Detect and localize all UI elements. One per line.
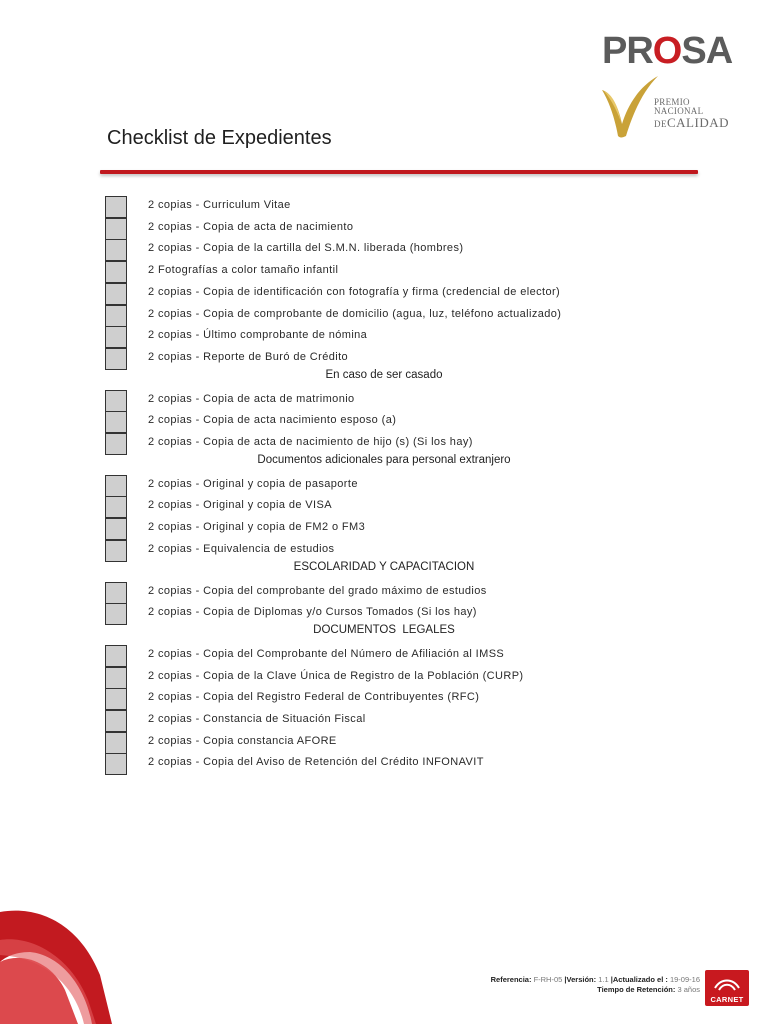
- checklist-item: [105, 475, 665, 497]
- checklist-item: [105, 411, 665, 433]
- checkbox[interactable]: [105, 540, 127, 562]
- checkbox[interactable]: [105, 732, 127, 754]
- checkbox[interactable]: [105, 196, 127, 218]
- checklist-item: [105, 196, 665, 218]
- checkbox[interactable]: [105, 261, 127, 283]
- checklist-item: [105, 645, 665, 667]
- checklist-item: [105, 753, 665, 775]
- carnet-mark-icon: [705, 972, 749, 992]
- checklist-item-label: 2 copias - Copia del Aviso de Retención del Crédito INFONAVIT: [148, 756, 484, 769]
- checkbox[interactable]: [105, 603, 127, 625]
- logo-wordmark: PROSA: [602, 30, 733, 72]
- checkbox[interactable]: [105, 239, 127, 261]
- checkbox[interactable]: [105, 390, 127, 412]
- checklist-item: [105, 496, 665, 518]
- checklist-item-label: 2 copias - Curriculum Vitae: [148, 199, 291, 211]
- checklist-item-label: 2 copias - Copia de acta de nacimiento: [148, 220, 354, 233]
- checklist-item-label: 2 copias - Copia de la Clave Única de Registro de la Población (CURP): [148, 669, 524, 682]
- section-heading: Documentos adicionales para personal extranjero: [257, 453, 511, 466]
- title-divider: [100, 170, 698, 174]
- checklist-item: [105, 239, 665, 261]
- award-text: PREMIO NACIONAL DECALIDAD: [654, 97, 729, 130]
- checklist-item-label: 2 copias - Original y copia de VISA: [148, 499, 332, 512]
- checklist-item-label: 2 copias - Copia de Diplomas y/o Cursos Tomados (Si los hay): [148, 606, 477, 619]
- checkbox[interactable]: [105, 411, 127, 433]
- checkbox[interactable]: [105, 283, 127, 305]
- checklist-item: [105, 261, 665, 283]
- checkbox[interactable]: [105, 305, 127, 327]
- checklist-item-label: 2 copias - Copia de acta de nacimiento de hijo (s) (Si los hay): [148, 436, 473, 448]
- checkbox[interactable]: [105, 475, 127, 497]
- checklist-item: [105, 326, 665, 348]
- checklist-item-label: 2 copias - Copia de comprobante de domicilio (agua, luz, teléfono actualizado): [148, 307, 562, 320]
- checklist-item: [105, 348, 665, 370]
- checkmark-icon: [600, 74, 660, 140]
- checkbox[interactable]: [105, 433, 127, 455]
- section-heading: DOCUMENTOS LEGALES: [313, 623, 455, 636]
- checklist-item-label: 2 copias - Copia de acta nacimiento esposo (a): [148, 414, 397, 427]
- checklist-item: [105, 433, 665, 455]
- checklist-item: [105, 667, 665, 689]
- checklist-item: [105, 283, 665, 305]
- section-heading: ESCOLARIDAD Y CAPACITACION: [293, 560, 475, 573]
- checkbox[interactable]: [105, 518, 127, 540]
- page-title: Checklist de Expedientes: [107, 127, 332, 149]
- checklist-item: [105, 732, 665, 754]
- checklist-item: [105, 688, 665, 710]
- checkbox[interactable]: [105, 753, 127, 775]
- checkbox[interactable]: [105, 667, 127, 689]
- checklist-item: [105, 582, 665, 604]
- checklist-item-label: 2 copias - Copia del comprobante del grado máximo de estudios: [148, 584, 487, 597]
- section-heading: En caso de ser casado: [325, 368, 443, 381]
- checklist-item-label: 2 copias - Copia de acta de matrimonio: [148, 392, 355, 405]
- checklist-item: [105, 218, 665, 240]
- checklist-item: [105, 603, 665, 625]
- checkbox[interactable]: [105, 348, 127, 370]
- checkbox[interactable]: [105, 582, 127, 604]
- checklist-item-label: 2 copias - Original y copia de FM2 o FM3: [148, 521, 366, 534]
- checklist-item-label: 2 copias - Último comprobante de nómina: [148, 329, 368, 342]
- checkbox[interactable]: [105, 218, 127, 240]
- checkbox[interactable]: [105, 645, 127, 667]
- checklist-item-label: 2 copias - Copia del Comprobante del Número de Afiliación al IMSS: [148, 647, 505, 660]
- checklist-item: [105, 518, 665, 540]
- checklist-item-label: 2 copias - Copia constancia AFORE: [148, 734, 337, 747]
- checklist-item: [105, 305, 665, 327]
- carnet-label: CARNET: [710, 995, 744, 1004]
- checklist-item-label: 2 copias - Copia del Registro Federal de Contribuyentes (RFC): [148, 691, 480, 704]
- checklist-item-label: 2 copias - Original y copia de pasaporte: [148, 477, 358, 490]
- checklist-item: [105, 390, 665, 412]
- checklist-item-label: 2 copias - Copia de la cartilla del S.M.N. liberada (hombres): [148, 242, 464, 255]
- checkbox[interactable]: [105, 688, 127, 710]
- checklist-item: [105, 540, 665, 562]
- checkbox[interactable]: [105, 496, 127, 518]
- checklist-item-label: 2 copias - Copia de identificación con fotografía y firma (credencial de elector): [148, 285, 561, 298]
- checklist-item: [105, 710, 665, 732]
- checklist-item-label: 2 copias - Reporte de Buró de Crédito: [148, 350, 349, 363]
- prosa-logo: [600, 30, 740, 140]
- checklist-item-label: 2 copias - Constancia de Situación Fiscal: [148, 713, 366, 725]
- checklist-item-label: 2 Fotografías a color tamaño infantil: [148, 264, 339, 277]
- document-footer: Referencia: F-RH-05 |Versión: 1.1 |Actualizado el : 19-09-16 Tiempo de Retención: 3 años: [490, 975, 700, 994]
- checkbox[interactable]: [105, 710, 127, 732]
- checklist-item-label: 2 copias - Equivalencia de estudios: [148, 542, 335, 555]
- carnet-logo: [705, 970, 749, 1006]
- checkbox[interactable]: [105, 326, 127, 348]
